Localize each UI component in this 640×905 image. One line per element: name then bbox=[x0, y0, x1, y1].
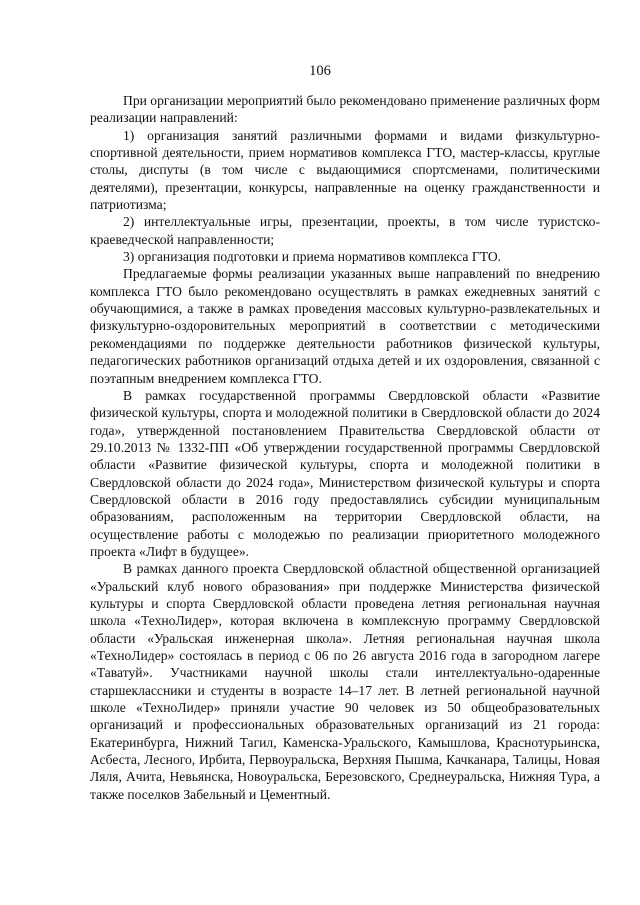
paragraph-item-3: 3) организация подготовки и приема нормативов комплекса ГТО. bbox=[123, 249, 502, 265]
paragraph-forms: Предлагаемые формы реализации указанных выше направлений по внедрению комплекса ГТО было рекомендовано осуществлять в рамках ежедневных занятий с обучающимися, а также в рамках проведения массовых культурно-развлекательных и физкультурно-оздоровительных мероприятий в соответствии с методическими рекомендациями по поддержке деятельности работников физической культуры, педагогических работников организаций отдыха детей и их оздоровления, связанной с поэтапным внедрением комплекса ГТО. bbox=[90, 266, 600, 386]
paragraph-technolider: В рамках данного проекта Свердловской областной общественной организацией «Уральский клуб нового образования» при поддержке Министерства физической культуры и спорта Свердловской области проведена летняя региональная научная школа «ТехноЛидер», которая включена в комплексную программу Свердловской области «Уральская инженерная школа». Летняя региональная научная школа «ТехноЛидер» состоялась в период с 06 по 26 августа 2016 года в загородном лагере «Таватуй». Участниками научной школы стали интеллектуально-одаренные старшеклассники и студенты в возрасте 14–17 лет. В летней региональной научной школе «ТехноЛидер» приняли участие 90 человек из 50 общеобразовательных организаций и профессиональных образовательных организаций из 21 города: Екатеринбурга, Нижний Тагил, Каменска-Уральского, Камышлова, Краснотурьинска, Асбеста, Лесного, Ирбита, Первоуральска, Верхняя Пышма, Качканара, Талицы, Новая Ляля, Ачита, Невьянска, Новоуральска, Березовского, Среднеуральска, Нижняя Тура, а также поселков Забельный и Цементный. bbox=[90, 561, 600, 802]
paragraph-item-1: 1) организация занятий различными формами и видами физкультурно-спортивной деятельности, прием нормативов комплекса ГТО, мастер-классы, круглые столы, диспуты (в том числе с выдающимися спортсменами, политическими деятелями), презентации, конкурсы, направленные на оценку гражданственности и патриотизма; bbox=[90, 127, 600, 213]
paragraph-intro: При организации мероприятий было рекомендовано применение различных форм реализации направлений: bbox=[90, 93, 600, 126]
paragraph-state-program: В рамках государственной программы Свердловской области «Развитие физической культуры, спорта и молодежной политики в Свердловской области до 2024 года», утвержденной постановлением Правительства Свердловской области от 29.10.2013 № 1332-ПП «Об утверждении государственной программы Свердловской области «Развитие физической культуры, спорта и молодежной политики в Свердловской области до 2024 года», Министерством физической культуры и спорта Свердловской области в 2016 году предоставлялись субсидии муниципальным образованиям, расположенным на территории Свердловской области, на осуществление работы с молодежью по реализации приоритетного молодежного проекта «Лифт в будущее». bbox=[90, 387, 600, 559]
page-number: 106 bbox=[309, 63, 331, 79]
document-body bbox=[90, 92, 600, 803]
paragraph-item-2: 2) интеллектуальные игры, презентации, проекты, в том числе туристско-краеведческой направленности; bbox=[90, 214, 600, 247]
